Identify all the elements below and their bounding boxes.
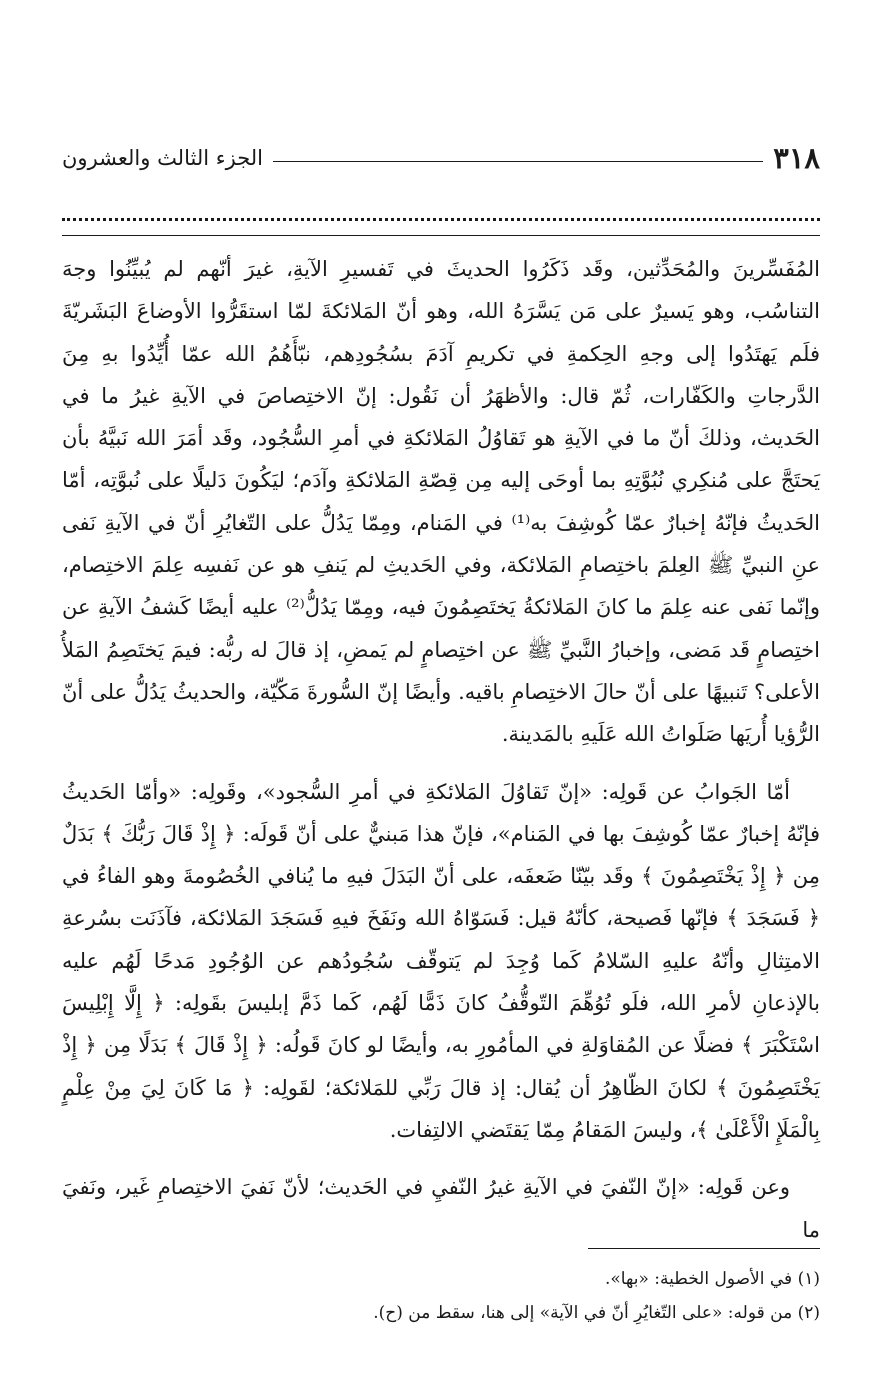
footnote: (١) في الأصول الخطية: «بها». — [604, 1269, 820, 1289]
footnote: (٢) من قوله: «على التّغايُرِ أنّ في الآية» إلى هنا، سقط من (ح). — [373, 1303, 820, 1323]
footnotes — [62, 1262, 820, 1330]
page-number: ٣١٨ — [773, 141, 820, 175]
running-title: الجزء الثالث والعشرون — [62, 146, 263, 170]
footnote-rule — [588, 1248, 820, 1249]
page-header — [62, 138, 820, 178]
main-text — [62, 248, 820, 1266]
document-page — [62, 0, 820, 1400]
paragraph: أمّا الجَوابُ عن قَولِه: «إنّ تَقاوُلَ المَلائكةِ في أمرِ السُّجود»، وقَولِه: «وأمّا الحَديثُ فإنّهُ إخبارٌ عمّا كُوشِفَ بها في المَنام»، فإنّ هذا مَبنيٌّ على أنّ قَولَه: ﴿ إِذْ قَالَ رَبُّكَ ﴾ بَدَلٌ مِن ﴿ إِذْ يَخْتَصِمُونَ ﴾ وقَد بيّنّا ضَعفَه، على أنّ البَدَلَ فيهِ ما يُنافي الخُصُومةَ وهو الفاءُ في ﴿ فَسَجَدَ ﴾ فإنّها فَصيحة، كأنّهُ قيل: فَسَوّاهُ الله ونَفَخَ فيهِ فَسَجَدَ المَلائكة، فآذَنَت بسُرعةِ الامتِثالِ وأنّهُ عليهِ السّلامُ كَما وُجِدَ لم يَتوقّف سُجُودُهم عن الوُجُودِ مَدحًا لَهُم عليه بالإذعانِ لأمرِ الله، فلَو تُوُهِّمَ التّوقُّفُ كانَ ذَمًّا لَهُم، كَما ذَمَّ إبليسَ بقَولِه: ﴿ إِلَّا إِبْلِيسَ اسْتَكْبَرَ ﴾ فضلًا عن المُقاوَلةِ في المأمُورِ به، وأيضًا لو كانَ قَولُه: ﴿ إِذْ قَالَ ﴾ بَدَلًا مِن ﴿ إِذْ يَخْتَصِمُونَ ﴾ لكانَ الظّاهِرُ أن يُقال: إذ قالَ رَبِّي للمَلائكة؛ لقَولِه: ﴿ مَا كَانَ لِيَ مِنْ عِلْمٍ بِالْمَلَإِ الْأَعْلَىٰ ﴾، وليسَ المَقامُ مِمّا يَقتَضي الالتِفات. — [62, 779, 820, 1142]
header-rule — [273, 161, 763, 162]
top-rule — [62, 235, 820, 236]
dotted-separator — [62, 200, 820, 221]
paragraph: وعن قَولِه: «إنّ النّفيَ في الآيةِ غيرُ النّفيِ في الحَديث؛ لأنّ نَفيَ الاختِصامِ غَير، ونَفيَ ما — [62, 1175, 820, 1242]
paragraph: المُفَسِّرينَ والمُحَدِّثين، وقَد ذَكَرُوا الحديثَ في تَفسيرِ الآيةِ، غيرَ أنّهم لم يُبيِّنُوا وجهَ التناسُب، وهو يَسيرٌ على مَن يَسَّرَهُ الله، وهو أنّ المَلائكةَ لمّا استقَرُّوا الأوضاعَ البَشَريّةَ فلَم يَهتَدُوا إلى وجهِ الحِكمةِ في تكريمِ آدَمَ بسُجُودِهم، نبّأَهُمُ الله عمّا أُيِّدُوا بهِ مِنَ الدَّرجاتِ والكَفّارات، ثُمّ قال: والأظهَرُ أن نَقُول: إنّ الاختِصاصَ في الآيةِ غيرُ ما في الحَديث، وذلكَ أنّ ما في الآيةِ هو تَقاوُلُ المَلائكةِ في أمرِ السُّجُود، وقَد أمَرَ الله نَبيَّهُ بأن يَحتَجَّ على مُنكِري نُبُوَّتِهِ بما أوحَى إليه مِن قِصّةِ المَلائكةِ وآدَم؛ ليَكُونَ دَليلًا على نُبوَّتِه، أمّا الحَديثُ فإنّهُ إخبارٌ عمّا كُوشِفَ به⁽¹⁾ في المَنام، ومِمّا يَدُلُّ على التّغايُرِ أنّ في الآيةِ نَفى عنِ النبيِّ ﷺ العِلمَ باختِصامِ المَلائكة، وفي الحَديثِ لم يَنفِ هو عن نَفسِه عِلمَ الاختِصام، وإنّما نَفى عنه عِلمَ ما كانَ المَلائكةُ يَختَصِمُونَ فيه، ومِمّا يَدُلُّ⁽²⁾ عليه أيضًا كَشفُ الآيةِ عن اختِصامٍ قَد مَضى، وإخبارُ النَّبيِّ ﷺ عن اختِصامٍ لم يَمضِ، إذ قالَ له ربُّه: فيمَ يَختَصِمُ المَلأُ الأعلى؟ تَنبيهًا على أنّ حالَ الاختِصامِ باقيه. وأيضًا إنّ السُّورةَ مَكّيّة، والحديثُ يَدُلُّ على أنّ الرُّؤيا أُريَها صَلَواتُ الله عَلَيهِ بالمَدينة. — [62, 257, 820, 747]
